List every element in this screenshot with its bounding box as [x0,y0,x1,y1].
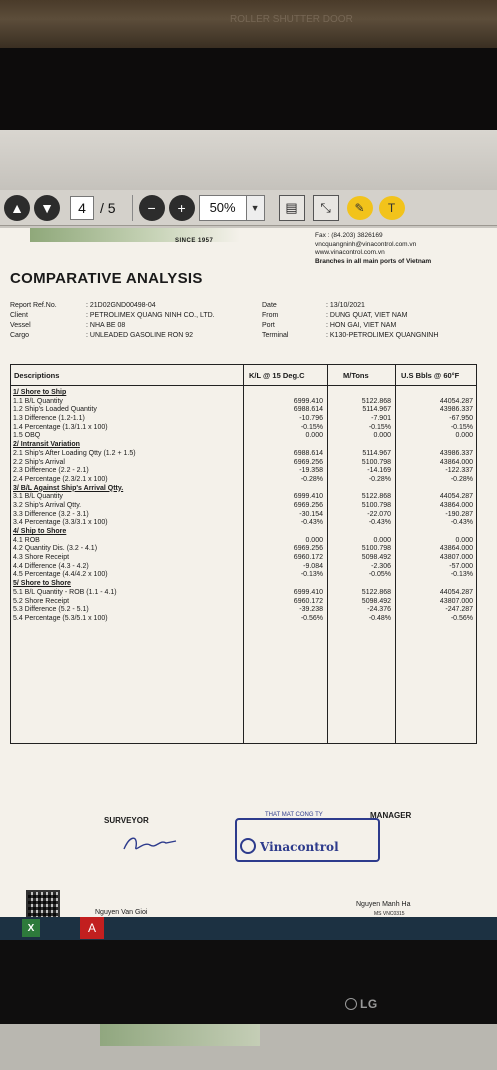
table-cell-mt: 5114.967 [362,406,391,414]
from-label: From [262,312,279,319]
bbls-values-column [399,389,473,624]
table-cell-mt: -0.48% [368,614,391,622]
table-cell-kl: -10.796 [299,415,323,423]
table-cell-mt [331,441,391,450]
port-label: Port [262,322,275,329]
table-cell-kl: -9.084 [303,562,323,570]
date-label: Date [262,302,277,309]
table-cell-mt: -2.306 [371,562,391,570]
document-title: COMPARATIVE ANALYSIS [10,270,203,287]
table-cell-kl: 0.000 [305,432,323,440]
client-value: : PETROLIMEX QUANG NINH CO., LTD. [86,312,215,319]
manager-label: MANAGER [370,811,412,820]
table-cell-kl: -30.154 [299,510,323,518]
ref-label: Report Ref.No. [10,302,57,309]
section-header: 3/ B/L Against Ship's Arrival Qtty. [13,484,124,492]
client-label: Client [10,312,28,319]
page-total-label: / 5 [100,199,116,216]
meta-left-labels [10,301,57,341]
monitor-bezel-top [0,48,497,130]
table-cell-bbl: 43864.000 [439,501,473,509]
surveyor-label: SURVEYOR [104,816,149,825]
email-line: vncquangninh@vinacontrol.com.vn [315,240,417,248]
since-label: SINCE 1957 [175,238,214,244]
windows-taskbar [0,917,497,940]
pdf-reader-taskbar-icon[interactable]: A [80,917,104,939]
table-cell-mt: -0.28% [368,475,391,483]
port-value: : HON GAI, VIET NAM [326,322,397,329]
table-cell-bbl: 44054.287 [439,493,473,501]
table-cell-bbl [399,580,473,589]
table-row-description: 3.4 Percentage (3.3/3.1 x 100) [13,519,108,527]
table-cell-bbl: -247.287 [445,606,473,614]
previous-page-button[interactable]: ▲ [4,195,30,221]
table-row-description: 5.1 B/L Quantity - ROB (1.1 - 4.1) [13,588,117,596]
table-cell-mt: 5098.492 [361,554,391,562]
table-cell-bbl: 43986.337 [439,449,473,457]
vessel-label: Vessel [10,322,31,329]
pdf-document-page [0,228,497,940]
fit-page-icon[interactable]: ▤ [279,195,305,221]
table-cell-kl: 6969.256 [293,501,323,509]
table-cell-kl: 6988.614 [293,449,323,457]
table-cell-bbl: -57.000 [449,562,473,570]
table-cell-bbl [399,441,473,450]
table-cell-bbl: -0.13% [450,571,473,579]
header-divider [11,385,476,386]
zoom-dropdown-icon[interactable]: ▼ [247,195,265,221]
mtons-values-column [331,389,391,624]
table-row-description: 5.2 Shore Receipt [13,597,70,605]
table-row-description: 4.3 Shore Receipt [13,554,70,562]
table-row-description: 2.4 Percentage (2.3/2.1 x 100) [13,475,108,483]
table-cell-bbl: 43864.000 [439,545,473,553]
table-cell-mt: 5122.868 [361,493,391,501]
kl-values-column [247,389,323,624]
monitor-screen [0,130,497,940]
table-cell-mt: -14.169 [367,467,391,475]
meta-right-values [326,301,438,341]
table-cell-bbl: 43986.337 [439,406,473,414]
table-cell-bbl: -0.43% [450,519,473,527]
page-number-input[interactable]: 4 [70,196,94,220]
table-cell-kl: 6999.410 [293,397,323,405]
background-wall [0,0,497,48]
table-cell-bbl: -190.287 [445,510,473,518]
section-header: 2/ Intransit Variation [13,441,80,449]
table-cell-kl [247,528,323,537]
table-row-description: 1.3 Difference (1.2-1.1) [13,415,85,423]
table-cell-bbl: 0.000 [455,536,473,544]
table-row-description: 2.2 Ship's Arrival [13,458,65,466]
table-row-description: 1.4 Percentage (1.3/1.1 x 100) [13,423,108,431]
table-cell-kl: 6999.410 [293,588,323,596]
descriptions-column [13,389,243,624]
table-cell-kl: -0.56% [300,614,323,622]
table-cell-mt: 5100.798 [361,545,391,553]
table-row-description: 3.2 Ship's Arrival Qtty. [13,501,82,509]
col-header-kl: K/L @ 15 Deg.C [249,371,305,380]
contact-block [315,232,431,266]
zoom-level-input[interactable]: 50% [199,195,247,221]
table-cell-kl [247,580,323,589]
table-cell-kl: -19.358 [299,467,323,475]
stamp-top-text: THAT MAT CONG TY [265,812,323,818]
col-header-descriptions: Descriptions [14,371,60,380]
table-cell-bbl: 44054.287 [439,397,473,405]
monitor-brand-logo [345,997,378,1011]
terminal-label: Terminal [262,332,289,339]
table-cell-kl: 0.000 [305,536,323,544]
comment-icon[interactable]: ✎ [347,196,373,220]
table-row-description: 1.2 Ship's Loaded Quantity [13,406,97,414]
stamp-logo-icon [240,838,256,854]
cargo-label: Cargo [10,332,30,339]
website-line: www.vinacontrol.com.vn [315,249,385,256]
table-cell-bbl: -122.337 [445,467,473,475]
table-cell-bbl [399,528,473,537]
table-cell-bbl: 43807.000 [439,554,473,562]
table-row-description: 1.5 OBQ [13,432,41,440]
table-cell-kl [247,441,323,450]
surveyor-name: Nguyen Van Gioi [95,909,148,916]
table-cell-kl [247,485,323,494]
col-header-bbls: U.S Bbls @ 60°F [401,371,460,380]
table-cell-mt [331,528,391,537]
table-cell-mt: -0.15% [368,423,391,431]
table-cell-kl: 6960.172 [293,597,323,605]
table-cell-bbl: 43807.000 [439,597,473,605]
table-cell-mt: 0.000 [373,536,391,544]
monitor-bezel-bottom [0,940,497,1024]
fax-line: Fax : (84.203) 3826169 [315,232,383,239]
table-cell-bbl: -0.56% [450,614,473,622]
blurred-sign-text: ROLLER SHUTTER DOOR [230,14,353,25]
table-cell-mt: 5100.798 [361,501,391,509]
toolbar-divider [132,195,133,221]
window-chrome [0,130,497,190]
stamp-brand-text: Vinacontrol [260,840,339,854]
branches-line: Branches in all main ports of Vietnam [315,257,432,265]
meta-left-values [86,301,215,341]
table-cell-mt: 5114.967 [362,449,391,457]
table-cell-kl: -0.13% [300,571,323,579]
excel-taskbar-icon[interactable]: X [22,919,40,937]
table-cell-bbl: 0.000 [455,432,473,440]
cargo-value: : UNLEADED GASOLINE RON 92 [86,332,193,339]
table-cell-mt: -24.376 [367,606,391,614]
table-row-description: 3.3 Difference (3.2 - 3.1) [13,510,89,518]
table-cell-bbl: -67.950 [449,415,473,423]
highlight-icon[interactable]: T [379,196,405,220]
table-row-description: 5.3 Difference (5.2 - 5.1) [13,606,89,614]
table-cell-mt: -0.43% [368,519,391,527]
table-cell-bbl: 44054.287 [439,588,473,596]
table-cell-mt: 5100.798 [361,458,391,466]
vessel-value: : NHA BE 08 [86,322,126,329]
fit-width-icon[interactable]: ⤡ [313,195,339,221]
table-cell-kl: 6969.256 [293,545,323,553]
table-row-description: 2.3 Difference (2.2 - 2.1) [13,467,89,475]
analysis-table [10,364,477,744]
table-cell-bbl: -0.15% [450,423,473,431]
section-header: 4/ Ship to Shore [13,528,67,535]
table-cell-mt [331,485,391,494]
table-cell-mt: -7.901 [371,415,391,423]
table-row-description: 4.1 ROB [13,536,40,544]
table-cell-mt: 0.000 [373,432,391,440]
zoom-in-button[interactable]: + [169,195,195,221]
pdf-toolbar [0,190,497,226]
date-value: : 13/10/2021 [326,302,365,309]
table-cell-kl: -0.28% [300,475,323,483]
table-cell-kl: 6960.172 [293,554,323,562]
manager-name: Nguyen Manh Ha [356,901,411,908]
table-cell-kl: -0.15% [300,423,323,431]
meta-right-labels [262,301,288,341]
page2-logo-banner [100,1024,260,1046]
col-divider [243,365,244,743]
table-cell-mt: 5122.868 [361,588,391,596]
next-page-button[interactable]: ▼ [34,195,60,221]
col-divider [395,365,396,743]
table-row-description: 4.4 Difference (4.3 - 4.2) [13,562,89,570]
table-cell-mt: -22.070 [367,510,391,518]
table-cell-kl: 6999.410 [293,493,323,501]
terminal-value: : K130-PETROLIMEX QUANGNINH [326,332,439,339]
table-row-description: 1.1 B/L Quantity [13,397,63,405]
col-divider [327,365,328,743]
table-cell-mt: 5122.868 [361,397,391,405]
table-cell-mt: -0.05% [368,571,391,579]
from-value: : DUNG QUAT, VIET NAM [326,312,408,319]
table-row-description: 3.1 B/L Quantity [13,493,63,501]
section-header: 5/ Shore to Shore [13,580,71,588]
brand-text: LG [360,997,378,1011]
col-header-mtons: M/Tons [343,371,369,380]
surveyor-signature [120,831,180,857]
table-cell-mt [331,389,391,398]
table-cell-bbl [399,485,473,494]
lg-logo-icon [345,998,357,1010]
table-row-description: 2.1 Ship's After Loading Qtty (1.2 + 1.5) [13,449,136,457]
table-cell-bbl [399,389,473,398]
table-cell-bbl: 43864.000 [439,458,473,466]
table-cell-kl: 6988.614 [293,406,323,414]
table-cell-kl: 6969.256 [293,458,323,466]
zoom-out-button[interactable]: − [139,195,165,221]
table-cell-kl [247,389,323,398]
table-cell-kl: -39.238 [299,606,323,614]
ref-value: : 21D02GND00498-04 [86,302,156,309]
table-row-description: 4.5 Percentage (4.4/4.2 x 100) [13,571,108,579]
table-row-description: 4.2 Quantity Dis. (3.2 - 4.1) [13,545,98,553]
table-cell-mt [331,580,391,589]
table-row-description: 5.4 Percentage (5.3/5.1 x 100) [13,614,108,622]
section-header: 1/ Shore to Ship [13,389,67,396]
manager-code: MS VNC0315 [374,911,405,917]
table-cell-kl: -0.43% [300,519,323,527]
table-cell-mt: 5098.492 [361,597,391,605]
table-cell-bbl: -0.28% [450,475,473,483]
